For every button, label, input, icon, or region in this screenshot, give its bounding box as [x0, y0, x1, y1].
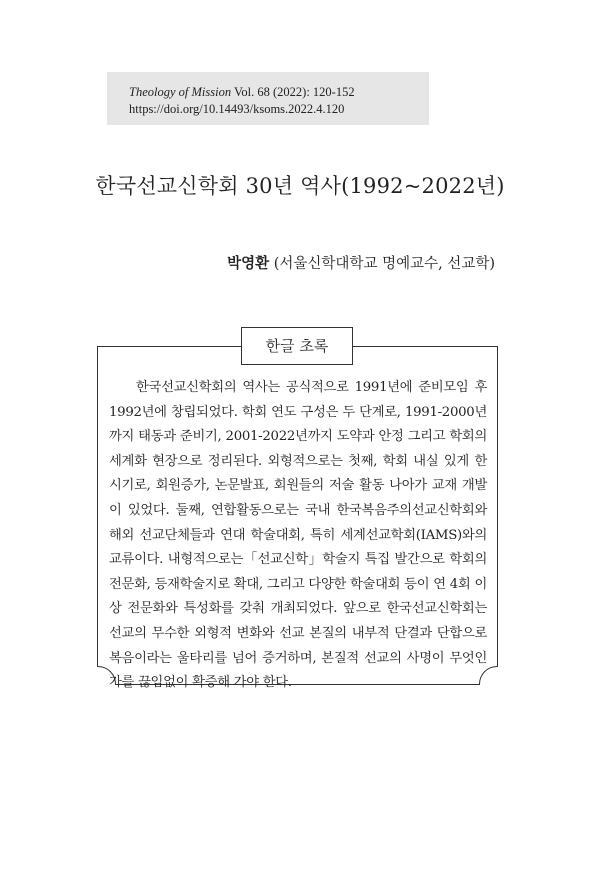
journal-doi[interactable]: https://doi.org/10.14493/ksoms.2022.4.120	[129, 102, 345, 116]
author-affiliation: (서울신학대학교 명예교수, 선교학)	[273, 256, 495, 272]
journal-name: Theology of Mission	[129, 85, 232, 99]
journal-volume: Vol. 68 (2022): 120-152	[234, 85, 355, 99]
abstract-label: 한글 초록	[241, 327, 353, 365]
journal-citation	[129, 84, 429, 101]
abstract-text: 한국선교신학회의 역사는 공식적으로 1991년에 준비모임 후 1992년에 창립되었다. 학회 연도 구성은 두 단계로, 1991-2000년까지 태동과 준비기, 2001-2022년까지 도약과 안정 그리고 학회의 세계화 현장으로 정리된다. 외형적으로는 첫째, 학회 내실 있게 한 시기로, 회원증가, 논문발표, 회원들의 저술 활동 나아가 교재 개발이 있었다. 둘째, 연합활동으로는 국내 한국복음주의선교신학회와 해외 선교단체들과 연대 학술대회, 특히 세계선교학회(IAMS)와의 교류이다. 내형적으로는「선교신학」학술지 특집 발간으로 학회의 전문화, 등재학술지로 확대, 그리고 다양한 학술대회 등이 연 4회 이상 전문화와 특성화를 갖춰 개최되었다. 앞으로 한국선교신학회는 선교의 무수한 외형적 변화와 선교 본질의 내부적 단결과 단합으로 복음이라는 울타리를 넘어 증거하며, 본질적 선교의 사명이 무엇인가를 끊임없이 확증해 가야 한다.	[109, 380, 487, 691]
author-line	[227, 252, 495, 273]
journal-info-box	[107, 72, 429, 125]
author-name: 박영환	[227, 255, 270, 272]
paper-title: 한국선교신학회 30년 역사(1992~2022년)	[95, 174, 505, 198]
